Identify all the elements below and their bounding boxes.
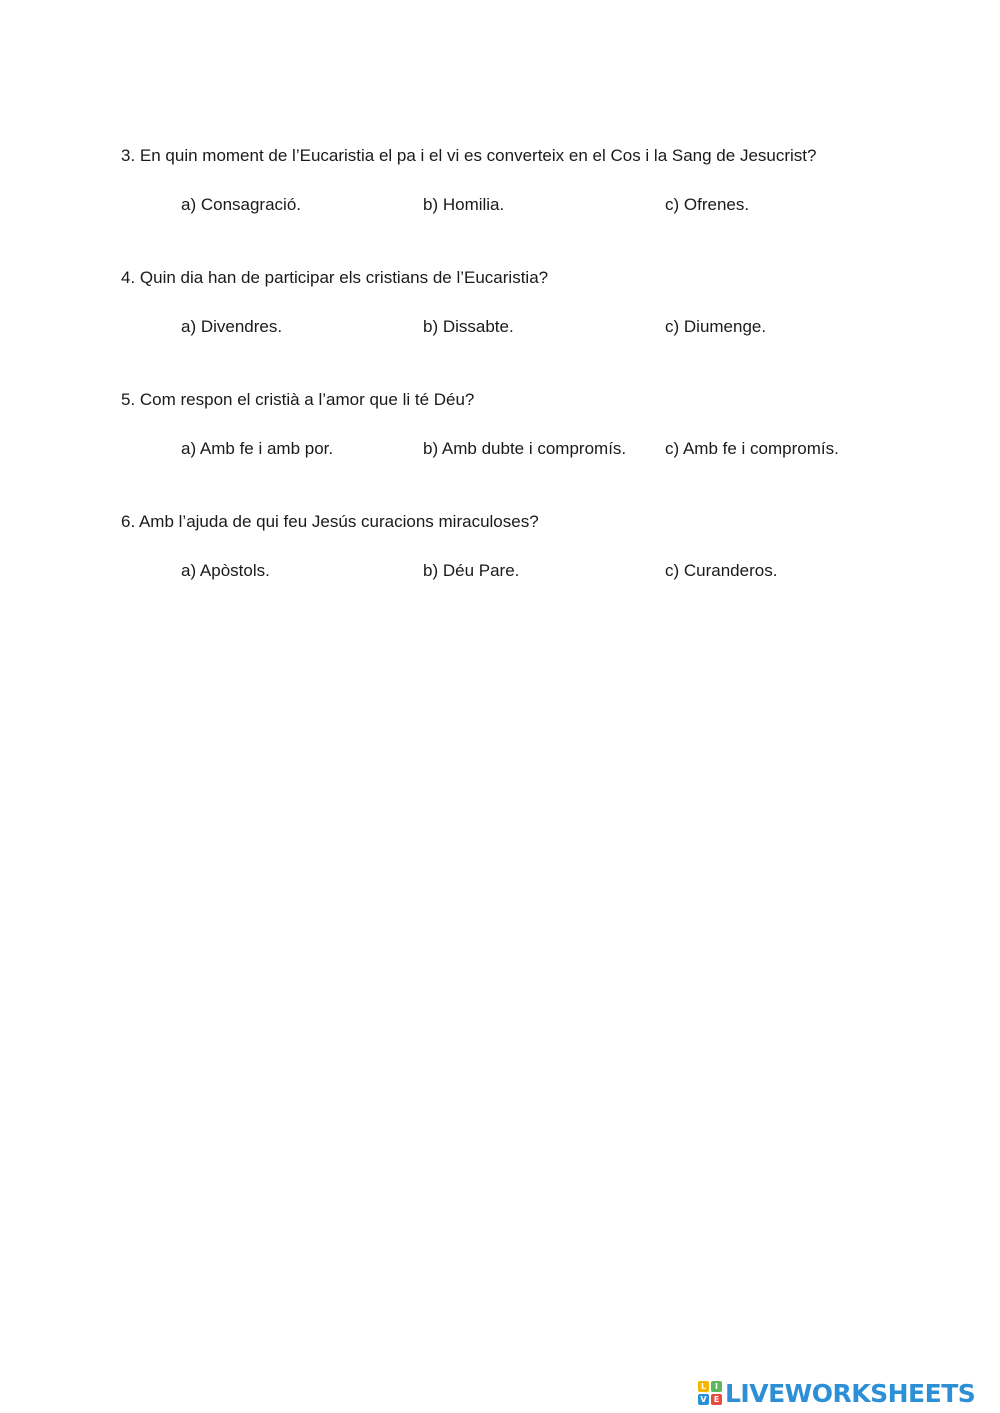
question-5-option-a[interactable]: a) Amb fe i amb por. (181, 439, 334, 458)
question-4-option-a[interactable]: a) Divendres. (181, 317, 283, 336)
liveworksheets-logo (698, 1378, 975, 1408)
question-3-option-c[interactable]: c) Ofrenes. (665, 195, 750, 214)
question-4-text: 4. Quin dia han de participar els cristians de l’Eucaristia? (121, 268, 549, 287)
question-4-option-b[interactable]: b) Dissabte. (423, 317, 514, 336)
question-5-option-c[interactable]: c) Amb fe i compromís. (665, 439, 839, 458)
logo-mark-i: I (711, 1381, 722, 1392)
question-6-option-c[interactable]: c) Curanderos. (665, 561, 778, 580)
logo-mark-icon (698, 1381, 722, 1405)
question-3-options (121, 194, 941, 216)
question-6-options (121, 560, 941, 582)
question-3-option-a[interactable]: a) Consagració. (181, 195, 302, 214)
question-4-option-c[interactable]: c) Diumenge. (665, 317, 767, 336)
logo-text: LIVEWORKSHEETS (725, 1378, 976, 1408)
logo-mark-e: E (711, 1394, 722, 1405)
question-4 (121, 268, 941, 338)
question-5-text: 5. Com respon el cristià a l’amor que li té Déu? (121, 390, 475, 409)
question-3 (121, 146, 941, 216)
question-3-text: 3. En quin moment de l’Eucaristia el pa i el vi es converteix en el Cos i la Sang de Jesucrist? (121, 146, 817, 165)
logo-mark-l: L (698, 1381, 709, 1392)
question-6-option-b[interactable]: b) Déu Pare. (423, 561, 520, 580)
question-3-option-b[interactable]: b) Homilia. (423, 195, 505, 214)
question-4-options (121, 316, 941, 338)
logo-mark-v: V (698, 1394, 709, 1405)
question-5-option-b[interactable]: b) Amb dubte i compromís. (423, 439, 627, 458)
question-6-option-a[interactable]: a) Apòstols. (181, 561, 270, 580)
question-6-text: 6. Amb l’ajuda de qui feu Jesús curacions miraculoses? (121, 512, 539, 531)
question-5 (121, 390, 941, 460)
question-6 (121, 512, 941, 582)
question-5-options (121, 438, 941, 460)
